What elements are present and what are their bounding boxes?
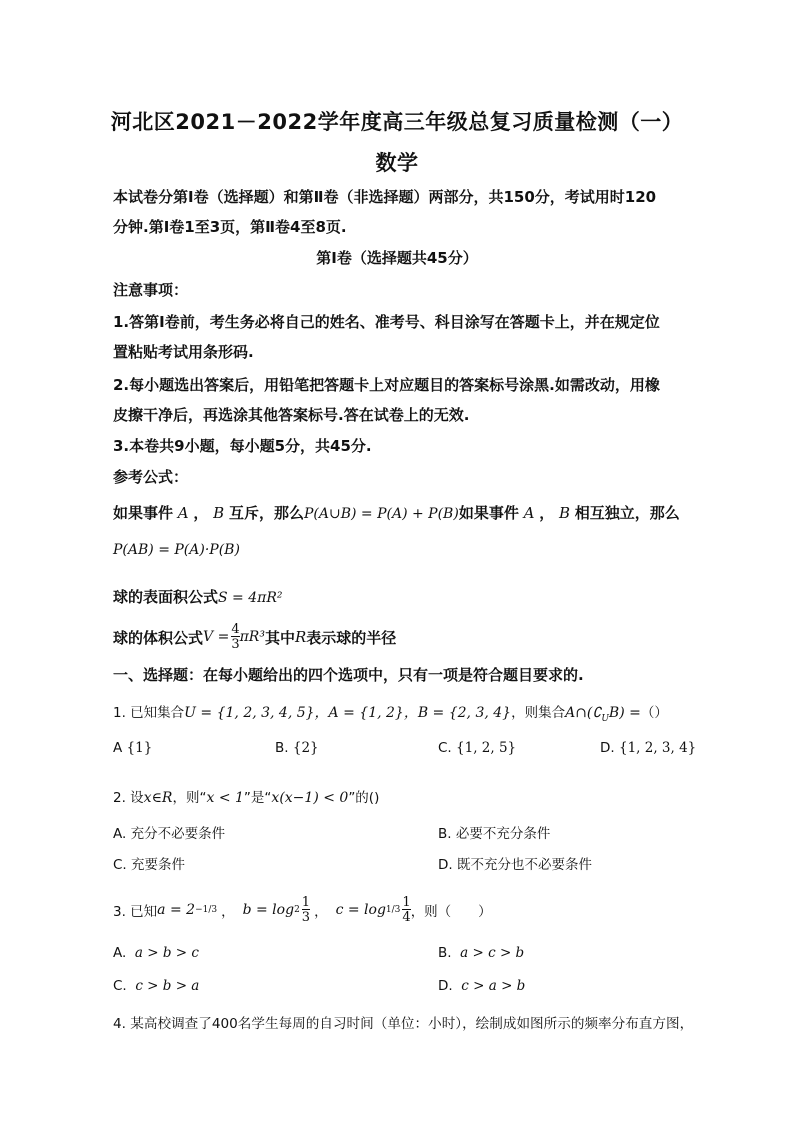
notice-title: 注意事项： — [113, 281, 189, 299]
q2-option-b[interactable]: B. 必要不充分条件 — [438, 826, 551, 842]
formula-1-expr-2: P(AB) = P(A)·P(B) — [113, 542, 240, 558]
q3-option-c[interactable] — [113, 978, 199, 994]
q3-c-fraction — [402, 896, 410, 924]
section-1-title: 第Ⅰ卷（选择题共45分） — [316, 249, 478, 267]
intro-line-2: 分钟.第Ⅰ卷1至3页，第Ⅱ卷4至8页. — [113, 218, 347, 236]
q2-stem-expr-2: x < 1 — [206, 790, 244, 806]
q1-stem-sub: U — [601, 714, 609, 724]
q1-option-c-value: {1, 2, 5} — [456, 740, 517, 756]
q3-c-expr: c = log — [335, 902, 386, 918]
q1-option-b-value: {2} — [292, 740, 319, 756]
part-1-title: 一、选择题：在每小题给出的四个选项中，只有一项是符合题目要求的. — [113, 666, 584, 684]
q1-option-b[interactable] — [275, 740, 319, 756]
q2-stem-expr: x∈R — [143, 790, 173, 806]
question-1-stem — [113, 701, 668, 724]
q1-option-c[interactable] — [438, 740, 516, 756]
q1-stem-b: ，则集合 — [511, 705, 566, 721]
formula-1-expr: P(A∪B) = P(A) + P(B) — [303, 506, 459, 522]
q3-c-base: 1/3 — [385, 905, 401, 915]
q2-option-d[interactable]: D. 既不充分也不必要条件 — [438, 857, 592, 873]
q3-option-a-value: a > b > c — [134, 945, 199, 961]
formula-3-fraction — [231, 623, 239, 651]
q1-stem-expr-2: A∩(∁ — [565, 705, 602, 721]
q2-option-c[interactable]: C. 充要条件 — [113, 857, 186, 873]
q3-option-d-value: c > a > b — [461, 978, 526, 994]
question-2-stem — [113, 786, 379, 806]
q3-b-fraction — [302, 896, 310, 924]
q3-option-b-value: a > c > b — [460, 945, 525, 961]
formula-1-text-d: 相互独立，那么 — [574, 504, 680, 522]
event-b-symbol-2: B — [554, 504, 575, 522]
q1-option-b-label: B. — [275, 740, 289, 756]
radius-symbol: R — [294, 628, 307, 646]
q3-b-denominator: 3 — [301, 910, 311, 925]
q3-stem-b: ，则（ ） — [410, 904, 492, 920]
formula-3-expr-b: πR³ — [239, 629, 265, 645]
notice-item-2-line-2: 皮擦干净后，再选涂其他答案标号.答在试卷上的无效. — [113, 406, 470, 424]
q3-option-a-label: A. — [113, 945, 127, 961]
formula-3-text: 球的体积公式 — [113, 628, 204, 647]
q2-stem-c: ”是“ — [243, 790, 272, 806]
exam-title: 河北区2021－2022学年度高三年级总复习质量检测（一） — [110, 110, 684, 134]
q1-stem-a: 1. 已知集合 — [113, 705, 185, 721]
q2-stem-expr-3: x(x−1) < 0 — [271, 790, 349, 806]
q1-option-a-label: A — [113, 740, 123, 756]
q3-b-numerator: 1 — [301, 895, 311, 910]
formula-3-denominator: 3 — [231, 637, 240, 652]
q3-c-denominator: 4 — [402, 910, 411, 925]
formula-1-line: 如果事件 A ， B 互斥，那么P(A∪B) = P(A) + P(B)如果事件 A ， B 相互独立，那么 — [113, 504, 680, 522]
q1-option-d-value: {1, 2, 3, 4} — [618, 740, 697, 756]
formula-2-text: 球的表面积公式 — [113, 588, 219, 606]
q3-comma-1: ， — [221, 904, 235, 920]
q3-a-exponent: −1/3 — [195, 905, 218, 915]
event-a-symbol: A — [173, 504, 194, 522]
q3-comma-2: ， — [314, 904, 328, 920]
q3-stem-a: 3. 已知 — [113, 904, 158, 920]
q3-option-a[interactable] — [113, 945, 199, 961]
formulas-title: 参考公式： — [113, 468, 189, 486]
notice-item-1-line-1: 1.答第Ⅰ卷前，考生务必将自己的姓名、准考号、科目涂写在答题卡上，并在规定位 — [113, 313, 660, 331]
q3-option-d[interactable] — [438, 978, 525, 994]
q2-stem-b: ，则“ — [172, 790, 207, 806]
notice-item-1-line-2: 置粘贴考试用条形码. — [113, 343, 254, 361]
q3-a-expr: a = 2 — [157, 902, 196, 918]
q3-option-b[interactable] — [438, 945, 524, 961]
formula-3-line — [113, 618, 396, 656]
q2-stem-a: 2. 设 — [113, 790, 144, 806]
q2-stem-d: ”的() — [348, 790, 380, 806]
formula-3-text-b: 其中 — [264, 628, 295, 647]
formula-2-expr: S = 4πR² — [218, 590, 283, 606]
q3-option-d-label: D. — [438, 978, 453, 994]
q1-option-c-label: C. — [438, 740, 452, 756]
exam-subject: 数学 — [375, 151, 419, 175]
q3-b-expr: b = log — [242, 902, 295, 918]
q1-stem-expr: U = {1, 2, 3, 4, 5}，A = {1, 2}，B = {2, 3, 4} — [184, 705, 512, 721]
notice-item-3: 3.本卷共9小题，每小题5分，共45分. — [113, 437, 372, 455]
q3-c-numerator: 1 — [402, 895, 411, 910]
event-a-symbol-2: A — [518, 504, 540, 522]
q3-option-c-value: c > b > a — [135, 978, 200, 994]
q3-option-b-label: B. — [438, 945, 452, 961]
q1-option-a[interactable] — [113, 740, 152, 756]
q1-stem-expr-3: B) = — [608, 705, 641, 721]
q2-option-a[interactable]: A. 充分不必要条件 — [113, 826, 226, 842]
formula-1-text-c: 如果事件 — [458, 504, 519, 522]
formula-1-text-a: 如果事件 — [113, 504, 174, 522]
question-4-stem: 4. 某高校调查了400名学生每周的自习时间（单位：小时），绘制成如图所示的频率分布直方图， — [113, 1016, 694, 1032]
formula-1-text-b: 互斥，那么 — [228, 504, 304, 522]
q3-b-base: 2 — [294, 905, 300, 915]
intro-line-1: 本试卷分第Ⅰ卷（选择题）和第Ⅱ卷（非选择题）两部分，共150分，考试用时120 — [113, 188, 657, 206]
q1-option-d-label: D. — [600, 740, 615, 756]
q1-stem-c: （） — [640, 705, 668, 721]
q3-option-c-label: C. — [113, 978, 127, 994]
q1-option-a-value: {1} — [126, 740, 153, 756]
formula-3-numerator: 4 — [231, 622, 240, 637]
q1-option-d[interactable] — [600, 740, 696, 756]
event-b-symbol: B — [208, 504, 229, 522]
formula-3-expr-a: V = — [203, 629, 230, 645]
question-3-stem — [113, 890, 492, 930]
formula-2-line — [113, 586, 283, 607]
notice-item-2-line-1: 2.每小题选出答案后，用铅笔把答题卡上对应题目的答案标号涂黑.如需改动，用橡 — [113, 376, 660, 394]
formula-3-text-c: 表示球的半径 — [306, 628, 397, 647]
